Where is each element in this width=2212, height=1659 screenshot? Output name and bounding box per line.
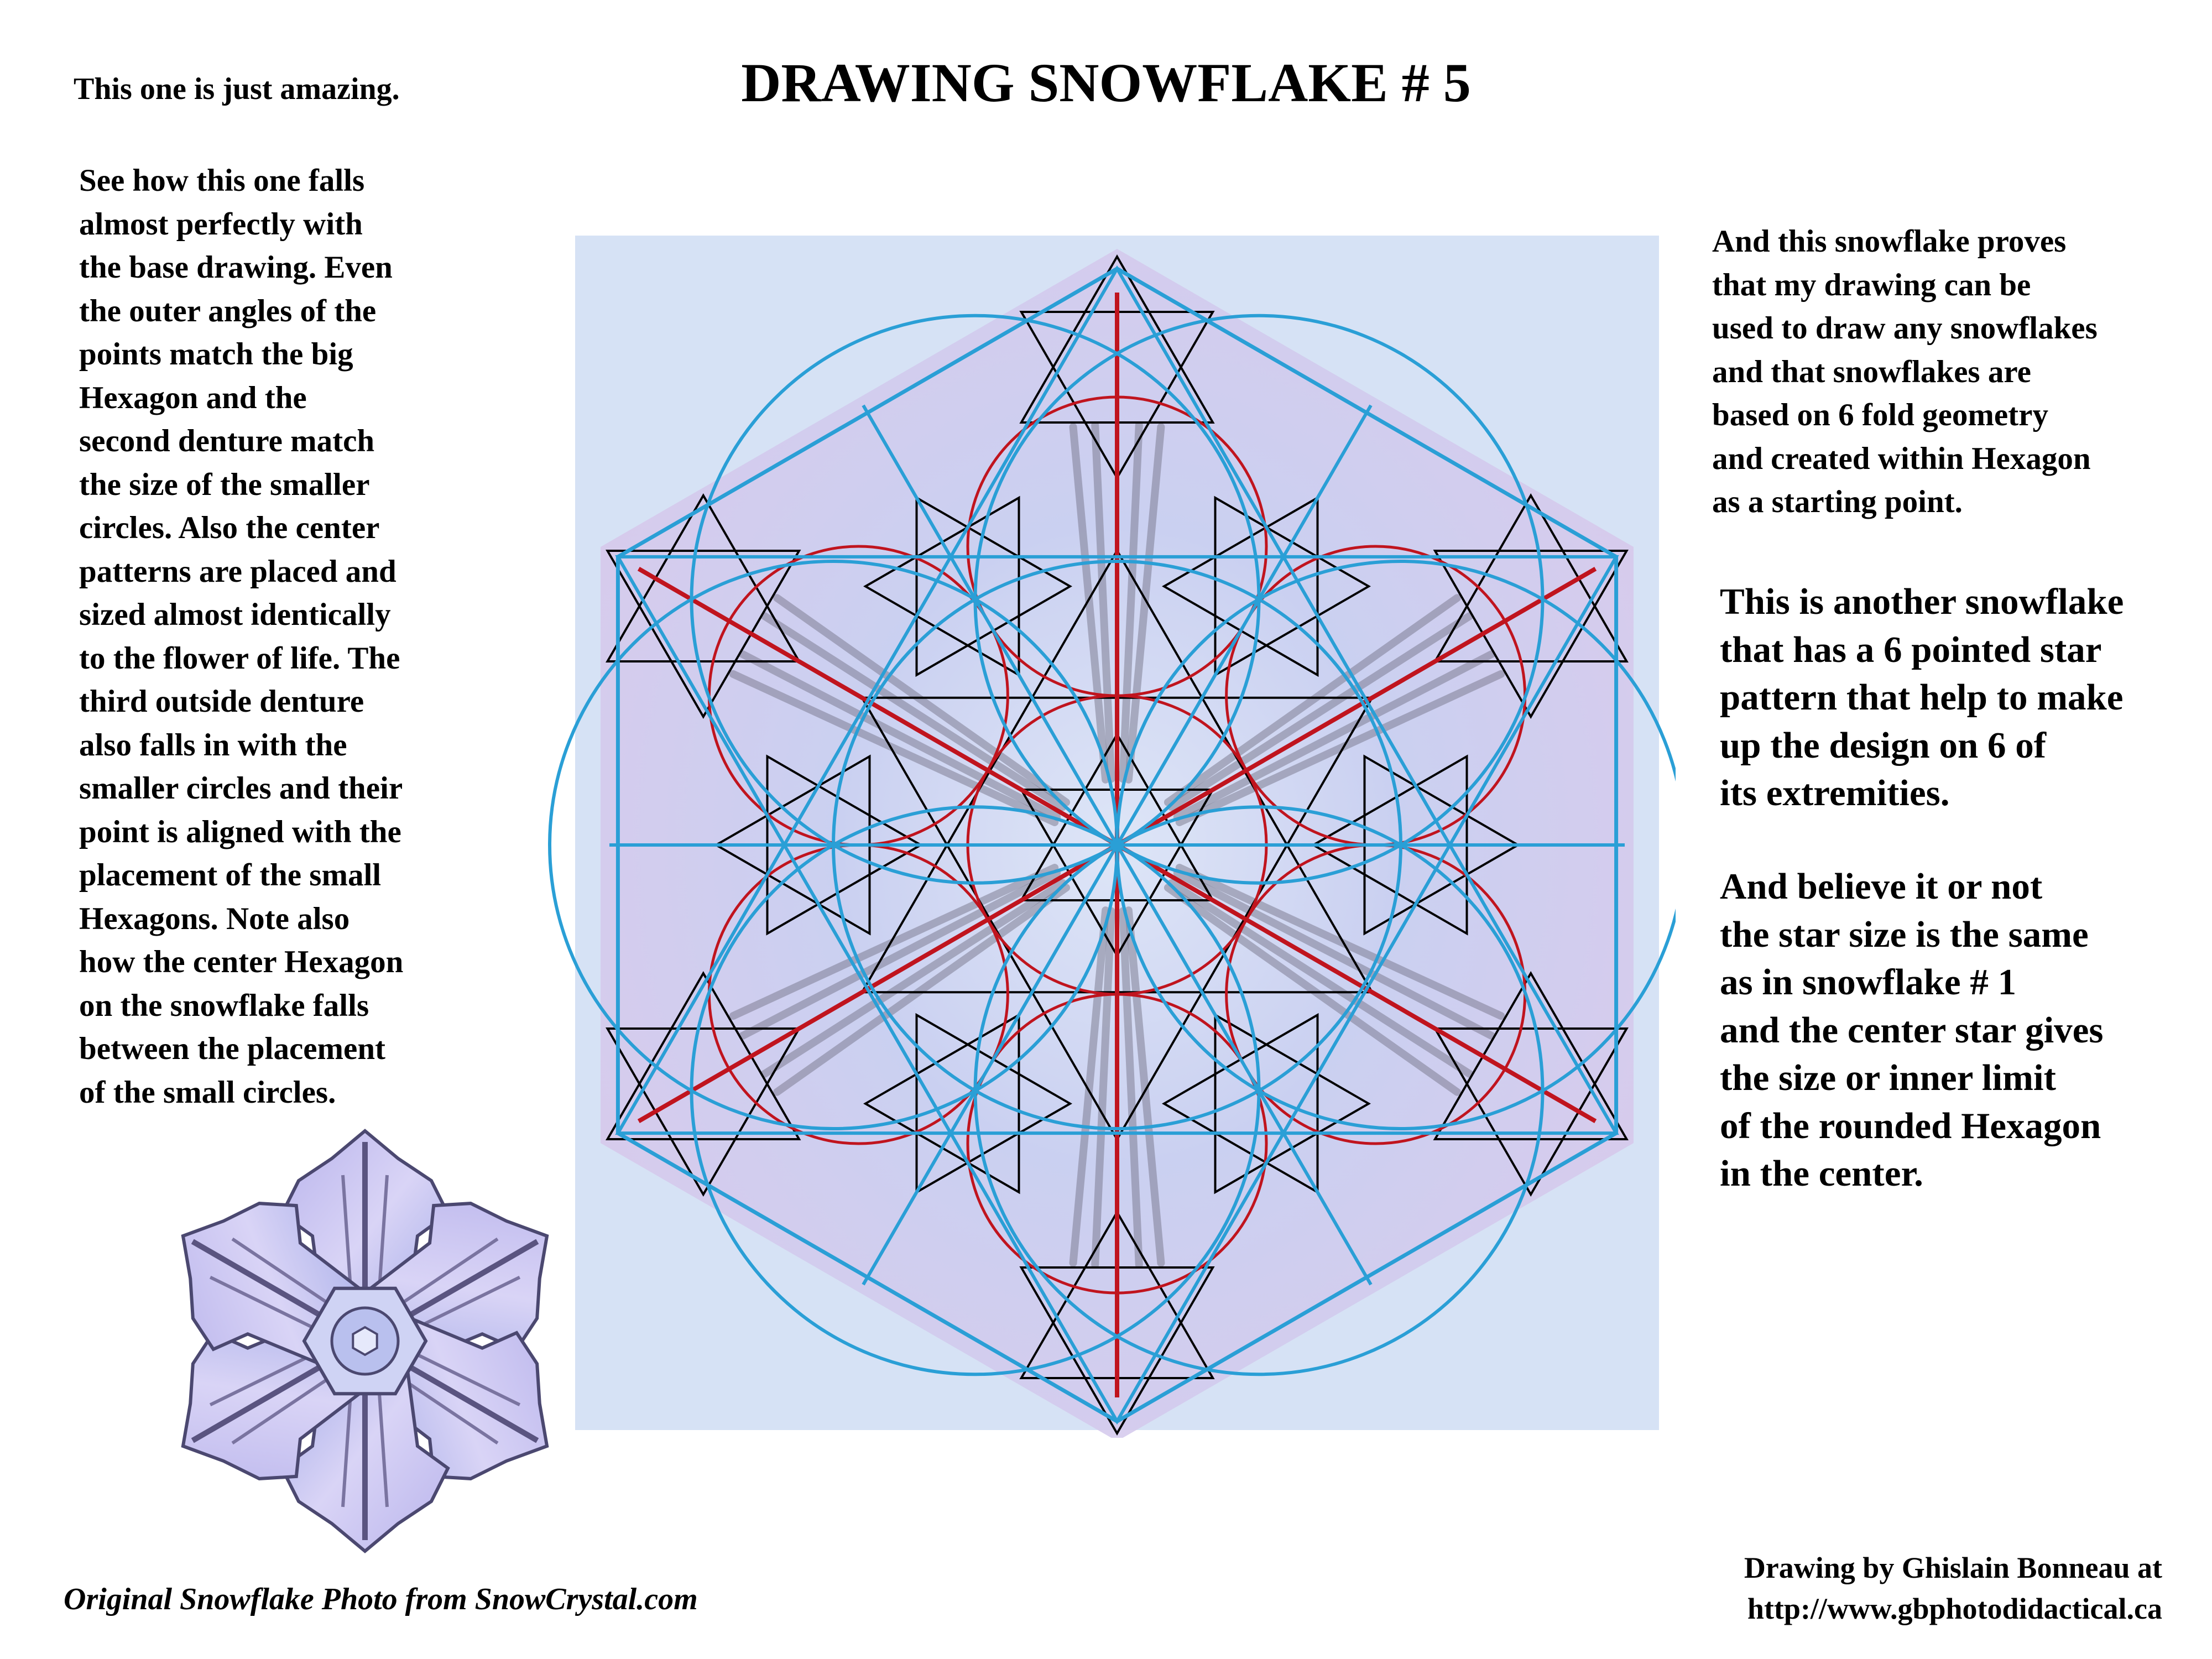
text-line: on the snowflake falls [79, 988, 369, 1023]
drawing-credit [1687, 1547, 2162, 1629]
text-line: and the center star gives [1720, 1009, 2104, 1051]
text-line: almost perfectly with [79, 206, 363, 242]
text-line: second denture match [79, 424, 375, 458]
left-description [79, 159, 499, 1114]
text-line: in the center. [1720, 1153, 1923, 1194]
text-line: Hexagon and the [79, 380, 307, 415]
text-line: how the center Hexagon [79, 945, 404, 979]
text-line: third outside denture [79, 684, 364, 719]
text-line: And believe it or not [1720, 866, 2043, 907]
text-line: also falls in with the [79, 727, 347, 763]
photo-core-hexagon [353, 1327, 377, 1355]
text-line: the base drawing. Even [79, 250, 393, 285]
text-line: And this snowflake proves [1712, 224, 2067, 259]
text-line: This is another snowflake [1720, 581, 2124, 622]
text-line: placement of the small [79, 858, 382, 893]
text-line: Hexagons. Note also [79, 901, 350, 936]
text-line: of the rounded Hexagon [1720, 1105, 2101, 1146]
text-line: as a starting point. [1712, 484, 1963, 519]
credit-author: Drawing by Ghislain Bonneau at [1744, 1551, 2162, 1584]
right-description-middle [1720, 578, 2201, 817]
text-line: the size of the smaller [79, 467, 370, 502]
text-line: See how this one falls [79, 163, 365, 198]
original-snowflake-photo [149, 1106, 581, 1576]
text-line: point is aligned with the [79, 814, 401, 849]
photo-caption: Original Snowflake Photo from SnowCrystal.com [64, 1582, 698, 1616]
text-line: that has a 6 pointed star [1720, 629, 2102, 670]
text-line: pattern that help to make [1720, 677, 2124, 718]
credit-url: http://www.gbphotodidactical.ca [1747, 1592, 2162, 1625]
page-title: DRAWING SNOWFLAKE # 5 [741, 52, 1471, 113]
right-description-bottom [1720, 863, 2201, 1198]
text-line: of the small circles. [79, 1074, 336, 1110]
snowflake-geometry-diagram [481, 210, 1676, 1438]
text-line: sized almost identically [79, 597, 391, 632]
text-line: and that snowflakes are [1712, 354, 2031, 389]
text-line: based on 6 fold geometry [1712, 398, 2048, 432]
text-line: smaller circles and their [79, 771, 403, 806]
text-line: the outer angles of the [79, 293, 377, 328]
text-line: and created within Hexagon [1712, 441, 2091, 476]
right-description-top [1712, 220, 2188, 524]
intro-text: This one is just amazing. [74, 72, 400, 106]
text-line: circles. Also the center [79, 510, 380, 545]
text-line: that my drawing can be [1712, 267, 2031, 302]
text-line: the size or inner limit [1720, 1057, 2056, 1098]
text-line: its extremities. [1720, 773, 1950, 813]
text-line: points match the big [79, 337, 353, 372]
text-line: the star size is the same [1720, 914, 2089, 955]
text-line: used to draw any snowflakes [1712, 311, 2098, 346]
text-line: between the placement [79, 1031, 386, 1066]
text-line: up the design on 6 of [1720, 724, 2047, 766]
text-line: patterns are placed and [79, 554, 397, 589]
text-line: as in snowflake # 1 [1720, 962, 2017, 1003]
text-line: to the flower of life. The [79, 640, 400, 676]
